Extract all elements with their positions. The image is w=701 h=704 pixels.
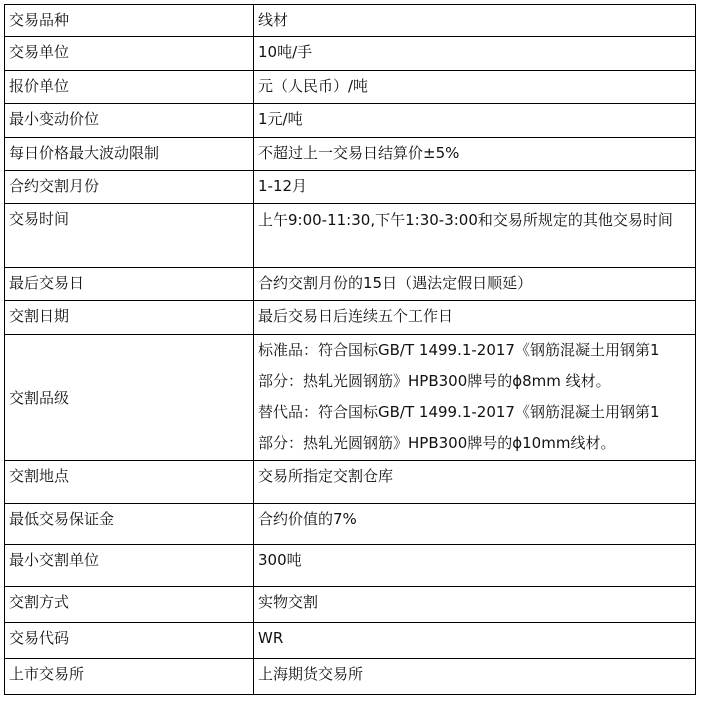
table-row xyxy=(5,545,696,587)
row-label: 交易时间 xyxy=(5,204,254,268)
grade-line: 部分：热轧光圆钢筋》HPB300牌号的ϕ8mm 线材。 xyxy=(258,372,611,390)
row-label: 最小变动价位 xyxy=(5,104,254,138)
row-label: 上市交易所 xyxy=(5,659,254,695)
row-value: 10吨/手 xyxy=(254,37,696,71)
row-value: 1-12月 xyxy=(254,171,696,204)
row-label: 交割品级 xyxy=(5,335,254,461)
row-value: 实物交割 xyxy=(254,587,696,623)
contract-spec-table xyxy=(4,4,696,695)
row-label: 交易品种 xyxy=(5,5,254,37)
row-label: 最后交易日 xyxy=(5,268,254,301)
row-value: 交易所指定交割仓库 xyxy=(254,461,696,504)
row-value: 不超过上一交易日结算价±5% xyxy=(254,138,696,171)
row-label: 交割日期 xyxy=(5,301,254,335)
table-row xyxy=(5,268,696,301)
table-row xyxy=(5,461,696,504)
row-value: WR xyxy=(254,623,696,659)
row-value: 上午9:00-11:30,下午1:30-3:00和交易所规定的其他交易时间 xyxy=(254,204,696,268)
grade-line: 部分：热轧光圆钢筋》HPB300牌号的ϕ10mm线材。 xyxy=(258,434,616,452)
row-label: 最小交割单位 xyxy=(5,545,254,587)
table-row xyxy=(5,659,696,695)
table-row xyxy=(5,138,696,171)
row-label: 交割地点 xyxy=(5,461,254,504)
row-value: 最后交易日后连续五个工作日 xyxy=(254,301,696,335)
table-row xyxy=(5,104,696,138)
row-value: 1元/吨 xyxy=(254,104,696,138)
table-row xyxy=(5,37,696,71)
table-row xyxy=(5,204,696,268)
row-value: 上海期货交易所 xyxy=(254,659,696,695)
grade-line: 替代品：符合国标GB/T 1499.1-2017《钢筋混凝土用钢第1 xyxy=(258,403,660,421)
row-label: 交割方式 xyxy=(5,587,254,623)
row-value: 合约交割月份的15日（遇法定假日顺延） xyxy=(254,268,696,301)
row-value: 合约价值的7% xyxy=(254,504,696,545)
table-row xyxy=(5,71,696,104)
row-value: 元（人民币）/吨 xyxy=(254,71,696,104)
row-label: 交易单位 xyxy=(5,37,254,71)
table-row xyxy=(5,301,696,335)
table-row xyxy=(5,504,696,545)
row-label: 合约交割月份 xyxy=(5,171,254,204)
row-label: 报价单位 xyxy=(5,71,254,104)
row-value-grade xyxy=(254,335,696,461)
row-label: 交易代码 xyxy=(5,623,254,659)
table-row xyxy=(5,171,696,204)
grade-line: 标准品：符合国标GB/T 1499.1-2017《钢筋混凝土用钢第1 xyxy=(258,341,660,359)
row-value: 300吨 xyxy=(254,545,696,587)
row-label: 每日价格最大波动限制 xyxy=(5,138,254,171)
table-row xyxy=(5,5,696,37)
row-label: 最低交易保证金 xyxy=(5,504,254,545)
table-row xyxy=(5,587,696,623)
table-row xyxy=(5,335,696,461)
row-value: 线材 xyxy=(254,5,696,37)
table-row xyxy=(5,623,696,659)
